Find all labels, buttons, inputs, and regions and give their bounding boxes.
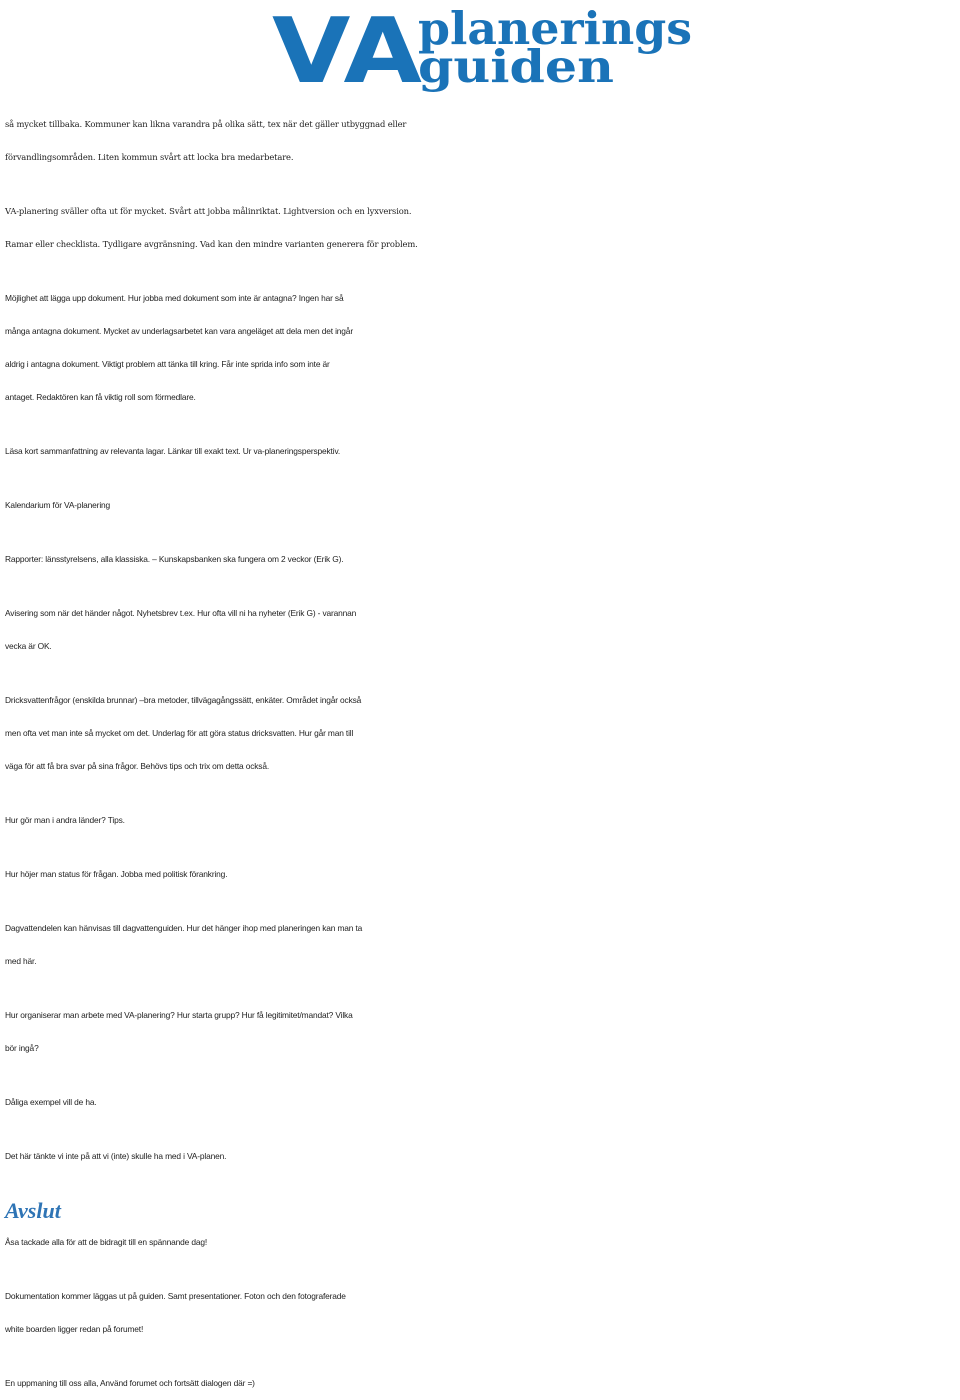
paragraph-text — [5, 1367, 957, 1400]
paragraph-text — [5, 489, 957, 522]
paragraph-text — [5, 858, 957, 891]
paragraph — [5, 489, 957, 522]
text-line: väga för att få bra svar på sina frågor. Behövs tips och trix om detta också. — [5, 761, 270, 771]
paragraph-text — [5, 597, 957, 663]
text-line: vecka är OK. — [5, 641, 52, 651]
paragraph — [5, 858, 957, 891]
text-line: Dricksvattenfrågor (enskilda brunnar) –bra metoder, tillvägagångssätt, enkäter. Området ingår också — [5, 695, 362, 705]
paragraph-text — [5, 1140, 957, 1173]
paragraph — [5, 1086, 957, 1119]
paragraph-text — [5, 1086, 957, 1119]
paragraph — [5, 1367, 957, 1400]
logo-va-text: VA — [272, 2, 423, 98]
text-line: En uppmaning till oss alla, Använd forumet och fortsätt dialogen där =) — [5, 1378, 255, 1388]
paragraph — [5, 912, 957, 978]
logo-graphic — [272, 2, 702, 98]
text-line: aldrig i antagna dokument. Viktigt problem att tänka till kring. Får inte sprida info som inte är — [5, 359, 330, 369]
text-line: Avisering som när det händer något. Nyhetsbrev t.ex. Hur ofta vill ni ha nyheter (Erik G) - varannan — [5, 608, 357, 618]
text-line: Dokumentation kommer läggas ut på guiden. Samt presentationer. Foton och den fotograferade — [5, 1291, 346, 1301]
paragraph — [5, 1140, 957, 1173]
text-line: white boarden ligger redan på forumet! — [5, 1324, 144, 1334]
text-line: bör ingå? — [5, 1043, 39, 1053]
paragraph — [5, 684, 957, 783]
text-line: med här. — [5, 956, 37, 966]
paragraph — [5, 804, 957, 837]
text-line: men ofta vet man inte så mycket om det. Underlag för att göra status dricksvatten. Hur går man till — [5, 728, 354, 738]
logo-planerings-text: planerings — [418, 2, 692, 55]
paragraph — [5, 108, 957, 174]
text-line: Möjlighet att lägga upp dokument. Hur jobba med dokument som inte är antagna? Ingen har så — [5, 293, 344, 303]
paragraph-text — [5, 543, 957, 576]
paragraph-text — [5, 1280, 957, 1346]
text-line: Läsa kort sammanfattning av relevanta lagar. Länkar till exakt text. Ur va-planeringsperspektiv. — [5, 446, 341, 456]
paragraph-text — [5, 804, 957, 837]
paragraph-text — [5, 108, 957, 174]
text-line: Rapporter: länsstyrelsens, alla klassiska. – Kunskapsbanken ska fungera om 2 veckor (Erik G). — [5, 554, 344, 564]
paragraph — [5, 282, 957, 414]
section-heading: Avslut — [5, 1198, 61, 1223]
paragraph — [5, 543, 957, 576]
section-heading-container — [5, 1194, 957, 1227]
text-line: så mycket tillbaka. Kommuner kan likna varandra på olika sätt, tex när det gäller utbyggnad eller — [5, 119, 407, 129]
text-line: Hur gör man i andra länder? Tips. — [5, 815, 125, 825]
paragraph-text — [5, 195, 957, 261]
text-line: antaget. Redaktören kan få viktig roll som förmedlare. — [5, 392, 196, 402]
paragraph — [5, 1280, 957, 1346]
text-line: Det här tänkte vi inte på att vi (inte) skulle ha med i VA-planen. — [5, 1151, 227, 1161]
text-line: många antagna dokument. Mycket av underlagsarbetet kan vara angeläget att dela men det ingår — [5, 326, 353, 336]
paragraph — [5, 435, 957, 468]
va-planeringsguiden-logo — [272, 2, 702, 98]
text-line: Dagvattendelen kan hänvisas till dagvattenguiden. Hur det hänger ihop med planeringen kan man ta — [5, 923, 363, 933]
paragraph — [5, 999, 957, 1065]
text-line: Kalendarium för VA-planering — [5, 500, 111, 510]
text-line: Dåliga exempel vill de ha. — [5, 1097, 97, 1107]
text-line: Ramar eller checklista. Tydligare avgränsning. Vad kan den mindre varianten generera för problem. — [5, 239, 418, 249]
paragraph-text — [5, 1226, 957, 1259]
paragraph — [5, 597, 957, 663]
paragraph-text — [5, 435, 957, 468]
text-line: VA-planering sväller ofta ut för mycket. Svårt att jobba målinriktat. Lightversion och en lyxversion. — [5, 206, 412, 216]
paragraph — [5, 1226, 957, 1259]
text-line: Hur höjer man status för frågan. Jobba med politisk förankring. — [5, 869, 228, 879]
logo-guiden-text: guiden — [418, 40, 614, 93]
paragraph-text — [5, 282, 957, 414]
paragraph-text — [5, 999, 957, 1065]
text-line: Åsa tackade alla för att de bidragit till en spännande dag! — [5, 1237, 208, 1247]
paragraph — [5, 195, 957, 261]
paragraph-text — [5, 912, 957, 978]
paragraph-text — [5, 684, 957, 783]
text-line: Hur organiserar man arbete med VA-planering? Hur starta grupp? Hur få legitimitet/mandat? Vilka — [5, 1010, 353, 1020]
text-line: förvandlingsområden. Liten kommun svårt att locka bra medarbetare. — [5, 152, 294, 162]
